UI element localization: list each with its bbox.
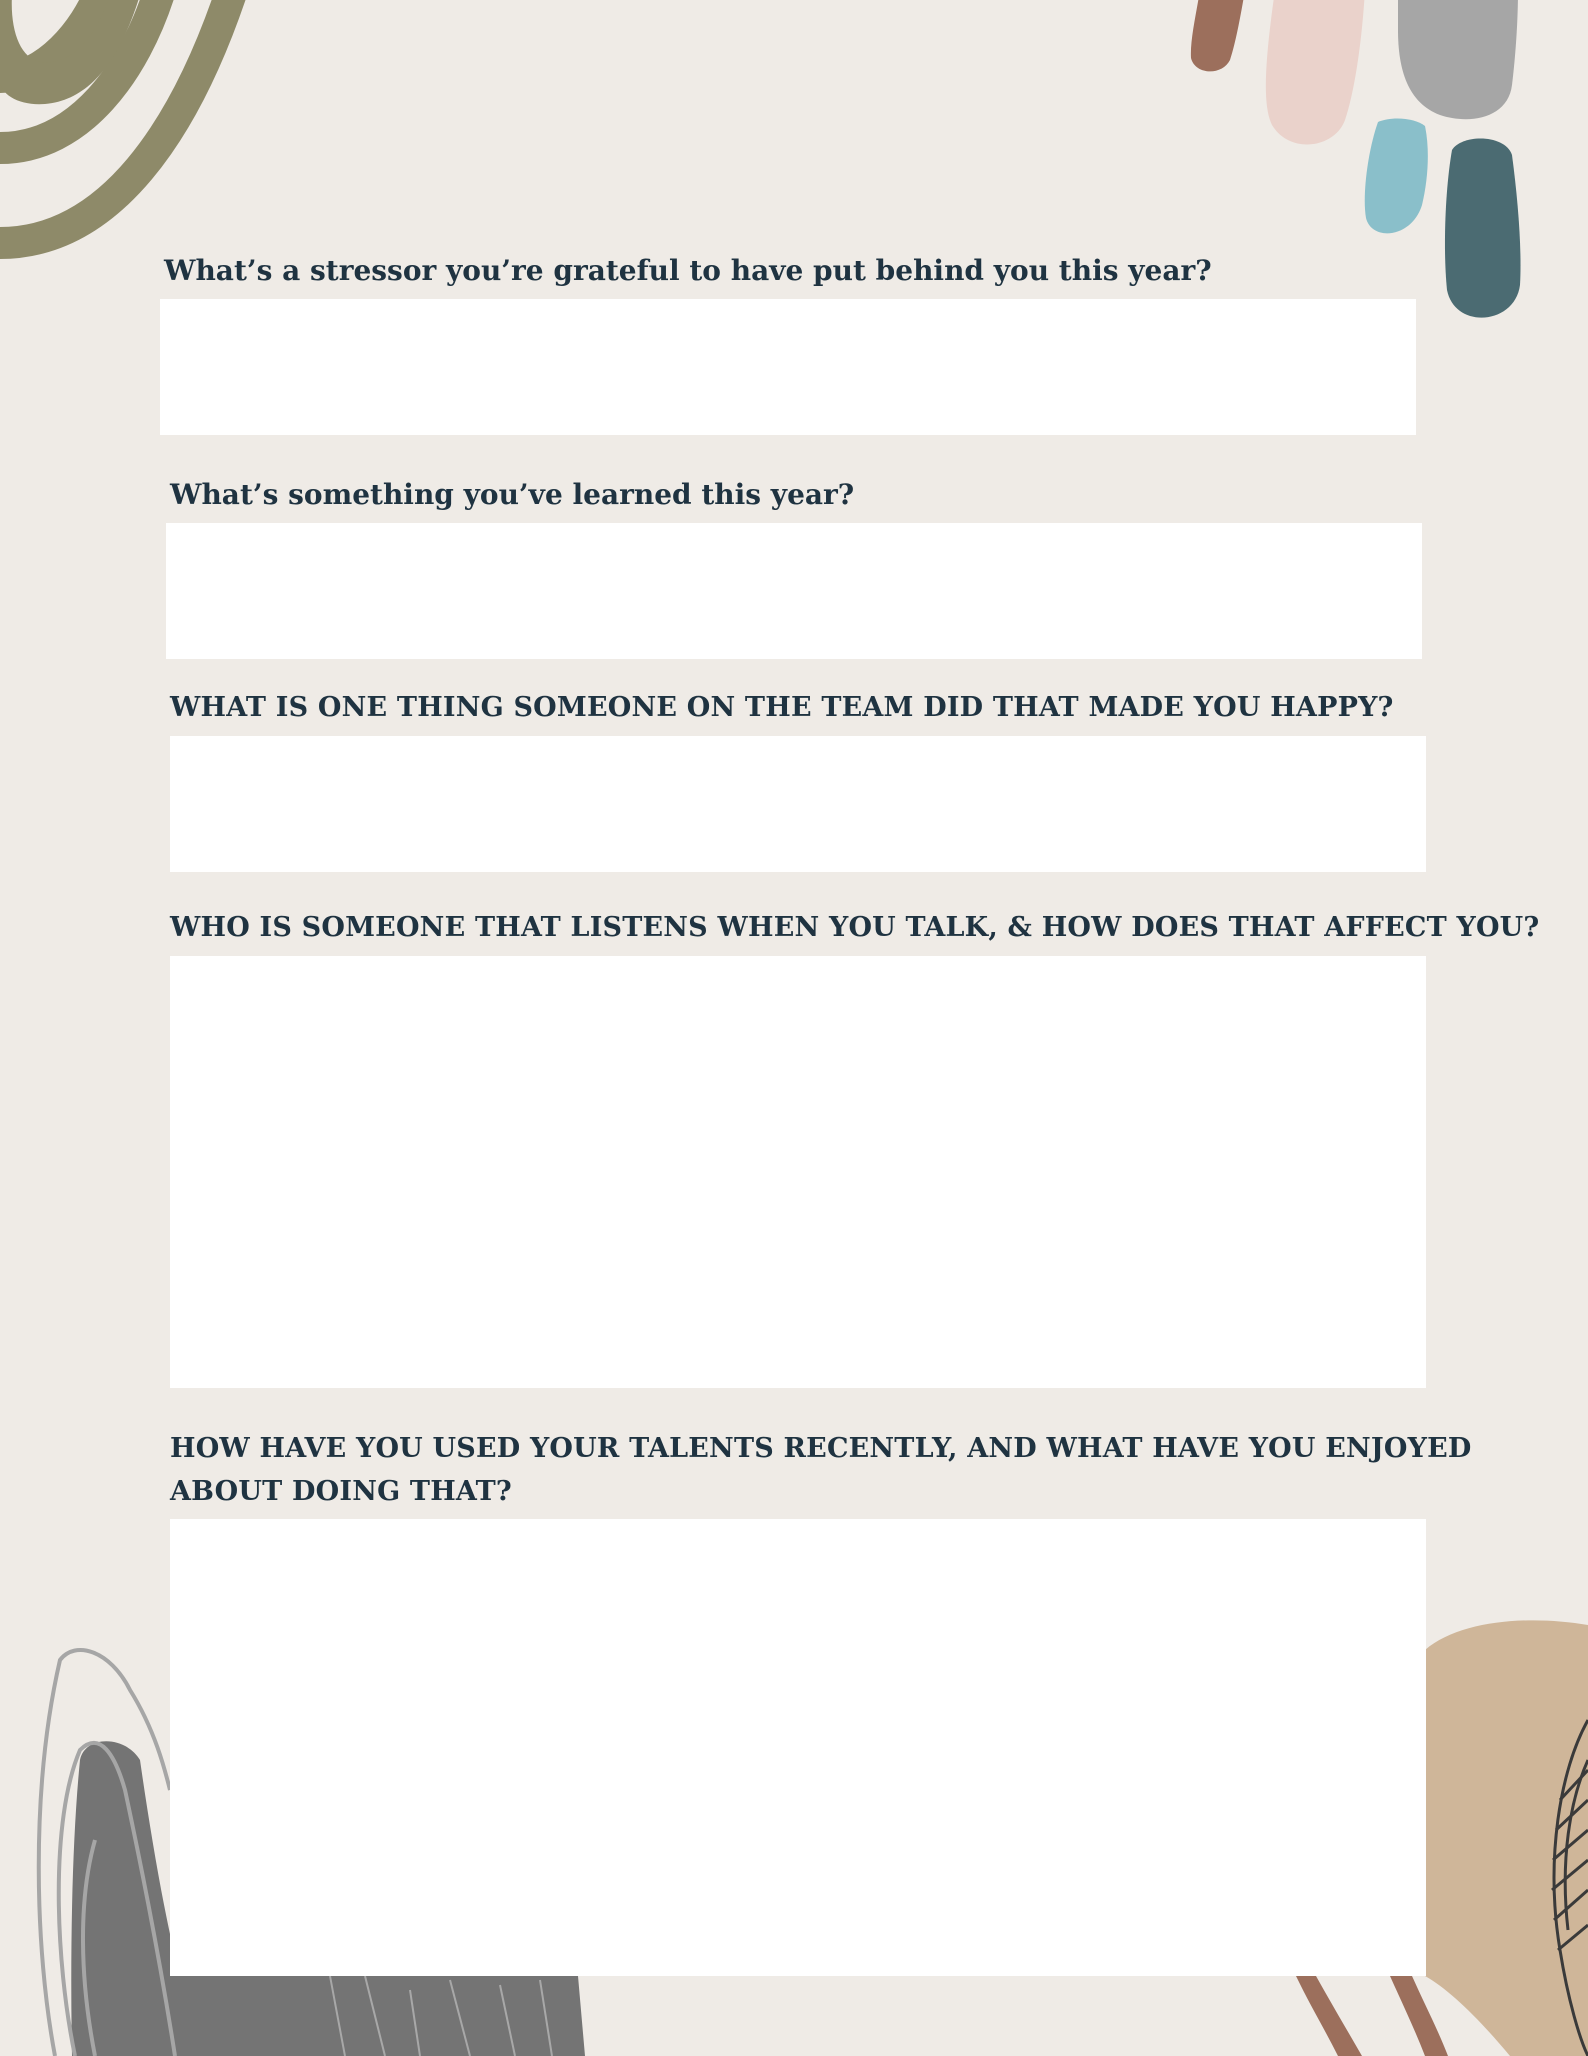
gray-stroke-shape [1398, 0, 1518, 119]
light-blue-stroke-shape [1365, 119, 1428, 234]
answer-box-1[interactable] [160, 299, 1416, 435]
tan-shape [1425, 1620, 1588, 2056]
question-3-label: WHAT IS ONE THING SOMEONE ON THE TEAM DID THAT MADE YOU HAPPY? [170, 692, 1394, 723]
answer-box-3[interactable] [170, 736, 1426, 872]
question-1-label: What’s a stressor you’re grateful to have put behind you this year? [164, 254, 1212, 287]
slate-stroke-shape [1445, 139, 1521, 318]
question-5-label-line-2: ABOUT DOING THAT? [170, 1476, 512, 1507]
question-2-label: What’s something you’ve learned this year? [170, 478, 855, 511]
blush-stroke-shape [1266, 0, 1365, 144]
brown-lines-shape [1296, 1976, 1448, 2056]
answer-box-2[interactable] [166, 523, 1422, 659]
answer-box-5[interactable] [170, 1519, 1426, 1976]
question-4-label: WHO IS SOMEONE THAT LISTENS WHEN YOU TALK, & HOW DOES THAT AFFECT YOU? [170, 912, 1540, 943]
answer-box-4[interactable] [170, 956, 1426, 1388]
question-5-label-line-1: HOW HAVE YOU USED YOUR TALENTS RECENTLY, AND WHAT HAVE YOU ENJOYED [170, 1433, 1472, 1464]
brown-stroke-shape [1191, 0, 1245, 71]
